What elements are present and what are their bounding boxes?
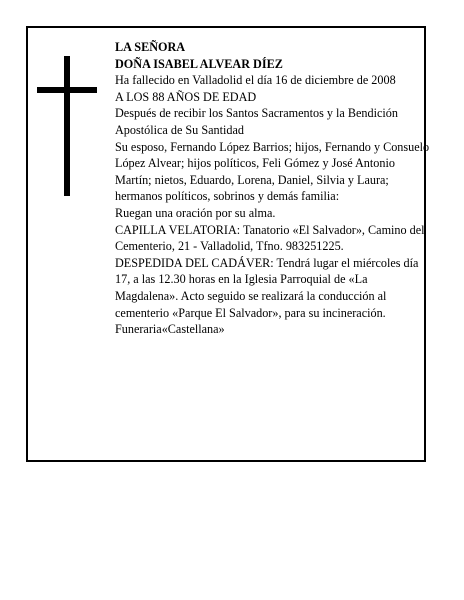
cross-vertical-bar (64, 56, 70, 196)
chapel-info: CAPILLA VELATORIA: Tanatorio «El Salvador», Camino del Cementerio, 21 - Valladolid, Tfno. 983251225. (115, 222, 425, 254)
sacraments-statement: Después de recibir los Santos Sacramentos y la Bendición Apostólica de Su Santidad (115, 106, 398, 137)
honorific: LA SEÑORA (115, 40, 186, 54)
funeral-home: Funeraria«Castellana» (115, 322, 225, 337)
farewell-info: DESPEDIDA DEL CADÁVER: Tendrá lugar el miércoles día 17, a las 12.30 horas en la Iglesia Parroquial de «La Magdalena». Acto seguido se realizará la conducción al cementerio «Parque El Salvador», para su incineración. (115, 255, 419, 320)
cross-horizontal-bar (37, 87, 97, 93)
obituary-text (115, 39, 433, 338)
deceased-name: DOÑA ISABEL ALVEAR DÍEZ (115, 56, 283, 71)
latin-cross-icon (37, 56, 97, 196)
death-statement: Ha fallecido en Valladolid el día 16 de diciembre de 2008 (115, 73, 396, 88)
family-list: Su esposo, Fernando López Barrios; hijos, Fernando y Consuelo López Alvear; hijos políticos, Feli Gómez y José Antonio Martín; nietos, Eduardo, Lorena, Daniel, Silvia y Laura; hermanos políticos, sobrinos y demás familia: (115, 139, 430, 204)
prayer-request: Ruegan una oración por su alma. (115, 205, 276, 220)
age-statement: A LOS 88 AÑOS DE EDAD (115, 89, 257, 104)
